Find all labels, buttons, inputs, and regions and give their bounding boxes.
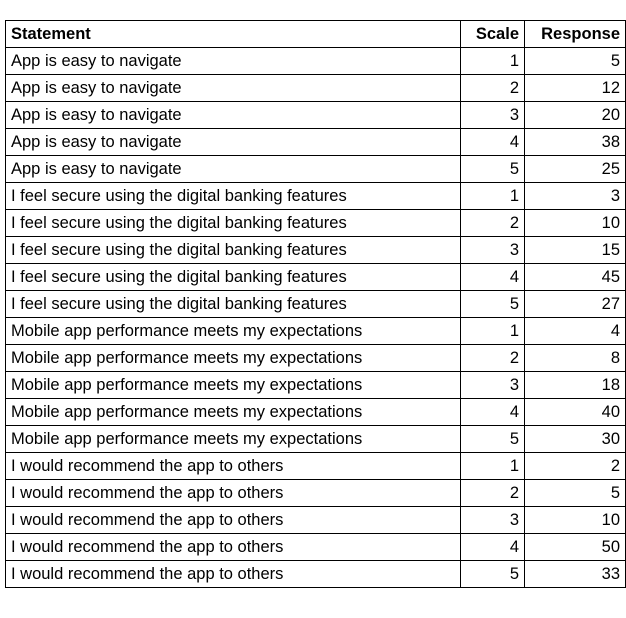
- table-row: [6, 372, 626, 399]
- cell-statement[interactable]: Mobile app performance meets my expectations: [6, 372, 461, 399]
- cell-response[interactable]: 8: [525, 345, 626, 372]
- table-row: [6, 129, 626, 156]
- table-row: [6, 264, 626, 291]
- table-row: [6, 561, 626, 588]
- table-row: [6, 102, 626, 129]
- cell-response[interactable]: 45: [525, 264, 626, 291]
- table-row: [6, 507, 626, 534]
- cell-statement[interactable]: Mobile app performance meets my expectations: [6, 318, 461, 345]
- table-row: [6, 534, 626, 561]
- cell-scale[interactable]: 3: [461, 102, 525, 129]
- header-statement[interactable]: Statement: [6, 21, 461, 48]
- cell-response[interactable]: 20: [525, 102, 626, 129]
- table-row: [6, 345, 626, 372]
- cell-response[interactable]: 38: [525, 129, 626, 156]
- table-row: [6, 426, 626, 453]
- cell-statement[interactable]: I would recommend the app to others: [6, 507, 461, 534]
- cell-response[interactable]: 30: [525, 426, 626, 453]
- cell-statement[interactable]: I feel secure using the digital banking features: [6, 210, 461, 237]
- cell-response[interactable]: 5: [525, 480, 626, 507]
- cell-statement[interactable]: I would recommend the app to others: [6, 480, 461, 507]
- cell-statement[interactable]: App is easy to navigate: [6, 102, 461, 129]
- table-row: [6, 48, 626, 75]
- table-row: [6, 291, 626, 318]
- cell-scale[interactable]: 4: [461, 129, 525, 156]
- cell-statement[interactable]: App is easy to navigate: [6, 156, 461, 183]
- header-scale[interactable]: Scale: [461, 21, 525, 48]
- survey-table: [5, 20, 626, 588]
- cell-scale[interactable]: 3: [461, 507, 525, 534]
- cell-response[interactable]: 50: [525, 534, 626, 561]
- cell-response[interactable]: 27: [525, 291, 626, 318]
- cell-response[interactable]: 10: [525, 210, 626, 237]
- table-row: [6, 183, 626, 210]
- cell-statement[interactable]: Mobile app performance meets my expectations: [6, 426, 461, 453]
- cell-statement[interactable]: I feel secure using the digital banking features: [6, 183, 461, 210]
- table-row: [6, 399, 626, 426]
- header-response[interactable]: Response: [525, 21, 626, 48]
- cell-scale[interactable]: 4: [461, 399, 525, 426]
- cell-scale[interactable]: 1: [461, 453, 525, 480]
- cell-statement[interactable]: I would recommend the app to others: [6, 534, 461, 561]
- cell-scale[interactable]: 1: [461, 183, 525, 210]
- cell-response[interactable]: 33: [525, 561, 626, 588]
- cell-response[interactable]: 18: [525, 372, 626, 399]
- cell-statement[interactable]: I feel secure using the digital banking features: [6, 264, 461, 291]
- cell-scale[interactable]: 1: [461, 318, 525, 345]
- cell-response[interactable]: 40: [525, 399, 626, 426]
- cell-scale[interactable]: 3: [461, 372, 525, 399]
- cell-statement[interactable]: Mobile app performance meets my expectations: [6, 399, 461, 426]
- cell-scale[interactable]: 5: [461, 291, 525, 318]
- cell-scale[interactable]: 5: [461, 156, 525, 183]
- header-row: [6, 21, 626, 48]
- table-row: [6, 156, 626, 183]
- cell-statement[interactable]: I feel secure using the digital banking features: [6, 237, 461, 264]
- cell-statement[interactable]: I feel secure using the digital banking features: [6, 291, 461, 318]
- cell-scale[interactable]: 1: [461, 48, 525, 75]
- cell-statement[interactable]: Mobile app performance meets my expectations: [6, 345, 461, 372]
- cell-statement[interactable]: App is easy to navigate: [6, 48, 461, 75]
- cell-statement[interactable]: I would recommend the app to others: [6, 561, 461, 588]
- cell-statement[interactable]: App is easy to navigate: [6, 129, 461, 156]
- cell-scale[interactable]: 2: [461, 210, 525, 237]
- cell-scale[interactable]: 2: [461, 345, 525, 372]
- cell-statement[interactable]: App is easy to navigate: [6, 75, 461, 102]
- table-row: [6, 480, 626, 507]
- cell-scale[interactable]: 2: [461, 75, 525, 102]
- cell-response[interactable]: 5: [525, 48, 626, 75]
- table-row: [6, 318, 626, 345]
- cell-response[interactable]: 2: [525, 453, 626, 480]
- table-row: [6, 75, 626, 102]
- cell-scale[interactable]: 4: [461, 264, 525, 291]
- cell-response[interactable]: 3: [525, 183, 626, 210]
- cell-response[interactable]: 4: [525, 318, 626, 345]
- table-row: [6, 453, 626, 480]
- cell-scale[interactable]: 3: [461, 237, 525, 264]
- cell-scale[interactable]: 2: [461, 480, 525, 507]
- table-row: [6, 237, 626, 264]
- table-row: [6, 210, 626, 237]
- cell-response[interactable]: 10: [525, 507, 626, 534]
- cell-scale[interactable]: 5: [461, 561, 525, 588]
- cell-response[interactable]: 25: [525, 156, 626, 183]
- table-body: [6, 48, 626, 588]
- cell-response[interactable]: 15: [525, 237, 626, 264]
- cell-statement[interactable]: I would recommend the app to others: [6, 453, 461, 480]
- cell-response[interactable]: 12: [525, 75, 626, 102]
- cell-scale[interactable]: 5: [461, 426, 525, 453]
- cell-scale[interactable]: 4: [461, 534, 525, 561]
